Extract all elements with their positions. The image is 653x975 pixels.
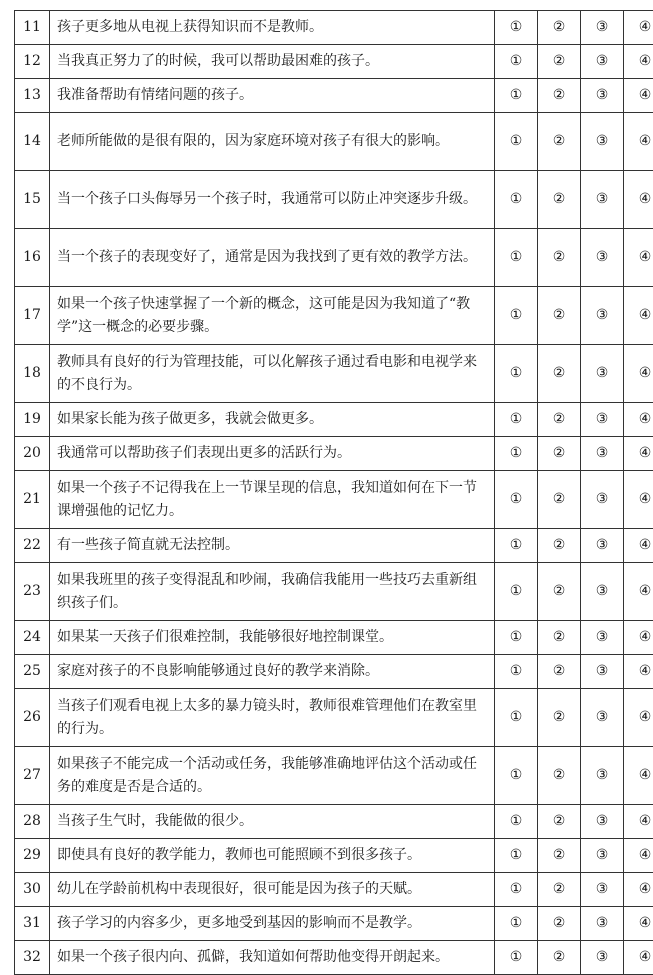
item-number: 30 (15, 873, 50, 907)
rating-option-2[interactable]: ② (538, 11, 581, 45)
rating-option-1[interactable]: ① (495, 345, 538, 403)
rating-option-1[interactable]: ① (495, 437, 538, 471)
rating-option-3[interactable]: ③ (581, 941, 624, 975)
rating-option-2[interactable]: ② (538, 287, 581, 345)
rating-option-2[interactable]: ② (538, 403, 581, 437)
table-row (15, 229, 653, 287)
rating-option-4[interactable]: ④ (624, 941, 653, 975)
rating-option-4[interactable]: ④ (624, 403, 653, 437)
rating-option-1[interactable]: ① (495, 621, 538, 655)
rating-option-4[interactable]: ④ (624, 907, 653, 941)
table-row (15, 747, 653, 805)
item-number: 26 (15, 689, 50, 747)
rating-option-1[interactable]: ① (495, 563, 538, 621)
rating-option-4[interactable]: ④ (624, 171, 653, 229)
table-row (15, 689, 653, 747)
item-statement: 如果一个孩子快速掌握了一个新的概念，这可能是因为我知道了“教学”这一概念的必要步骤。 (50, 287, 495, 345)
item-number: 17 (15, 287, 50, 345)
rating-option-3[interactable]: ③ (581, 437, 624, 471)
table-row (15, 403, 653, 437)
item-statement: 我准备帮助有情绪问题的孩子。 (50, 79, 495, 113)
item-number: 27 (15, 747, 50, 805)
rating-option-2[interactable]: ② (538, 345, 581, 403)
rating-option-2[interactable]: ② (538, 79, 581, 113)
rating-option-4[interactable]: ④ (624, 873, 653, 907)
item-statement: 当孩子生气时，我能做的很少。 (50, 805, 495, 839)
rating-option-1[interactable]: ① (495, 229, 538, 287)
table-row (15, 941, 653, 975)
item-statement: 即使具有良好的教学能力，教师也可能照顾不到很多孩子。 (50, 839, 495, 873)
item-statement: 当我真正努力了的时候，我可以帮助最困难的孩子。 (50, 45, 495, 79)
rating-option-3[interactable]: ③ (581, 655, 624, 689)
item-statement: 如果家长能为孩子做更多，我就会做更多。 (50, 403, 495, 437)
table-row (15, 437, 653, 471)
rating-option-1[interactable]: ① (495, 907, 538, 941)
table-row (15, 563, 653, 621)
rating-option-2[interactable]: ② (538, 529, 581, 563)
rating-option-4[interactable]: ④ (624, 229, 653, 287)
rating-option-4[interactable]: ④ (624, 805, 653, 839)
item-number: 12 (15, 45, 50, 79)
item-statement: 如果孩子不能完成一个活动或任务，我能够准确地评估这个活动或任务的难度是否是合适的。 (50, 747, 495, 805)
item-statement: 有一些孩子简直就无法控制。 (50, 529, 495, 563)
item-statement: 教师具有良好的行为管理技能，可以化解孩子通过看电影和电视学来的不良行为。 (50, 345, 495, 403)
item-number: 16 (15, 229, 50, 287)
rating-option-4[interactable]: ④ (624, 79, 653, 113)
item-statement: 家庭对孩子的不良影响能够通过良好的教学来消除。 (50, 655, 495, 689)
rating-option-1[interactable]: ① (495, 403, 538, 437)
rating-option-1[interactable]: ① (495, 655, 538, 689)
item-number: 14 (15, 113, 50, 171)
rating-option-3[interactable]: ③ (581, 563, 624, 621)
rating-option-3[interactable]: ③ (581, 621, 624, 655)
table-row (15, 113, 653, 171)
item-statement: 我通常可以帮助孩子们表现出更多的活跃行为。 (50, 437, 495, 471)
item-statement: 当一个孩子的表现变好了，通常是因为我找到了更有效的教学方法。 (50, 229, 495, 287)
rating-option-2[interactable]: ② (538, 437, 581, 471)
item-number: 24 (15, 621, 50, 655)
item-number: 32 (15, 941, 50, 975)
rating-option-2[interactable]: ② (538, 655, 581, 689)
rating-option-3[interactable]: ③ (581, 689, 624, 747)
rating-option-1[interactable]: ① (495, 529, 538, 563)
table-row (15, 471, 653, 529)
rating-option-1[interactable]: ① (495, 471, 538, 529)
rating-option-1[interactable]: ① (495, 113, 538, 171)
rating-option-1[interactable]: ① (495, 79, 538, 113)
rating-option-3[interactable]: ③ (581, 79, 624, 113)
table-row (15, 79, 653, 113)
rating-option-4[interactable]: ④ (624, 113, 653, 171)
table-row (15, 655, 653, 689)
item-number: 21 (15, 471, 50, 529)
table-row (15, 621, 653, 655)
item-number: 15 (15, 171, 50, 229)
item-statement: 如果一个孩子很内向、孤僻，我知道如何帮助他变得开朗起来。 (50, 941, 495, 975)
rating-option-3[interactable]: ③ (581, 529, 624, 563)
item-statement: 如果一个孩子不记得我在上一节课呈现的信息，我知道如何在下一节课增强他的记忆力。 (50, 471, 495, 529)
item-statement: 老师所能做的是很有限的，因为家庭环境对孩子有很大的影响。 (50, 113, 495, 171)
rating-option-2[interactable]: ② (538, 873, 581, 907)
rating-option-4[interactable]: ④ (624, 529, 653, 563)
survey-table (14, 10, 653, 975)
rating-option-3[interactable]: ③ (581, 113, 624, 171)
item-number: 29 (15, 839, 50, 873)
rating-option-2[interactable]: ② (538, 563, 581, 621)
item-statement: 当孩子们观看电视上太多的暴力镜头时，教师很难管理他们在教室里的行为。 (50, 689, 495, 747)
rating-option-3[interactable]: ③ (581, 907, 624, 941)
rating-option-4[interactable]: ④ (624, 655, 653, 689)
rating-option-2[interactable]: ② (538, 45, 581, 79)
rating-option-2[interactable]: ② (538, 907, 581, 941)
rating-option-1[interactable]: ① (495, 839, 538, 873)
item-number: 28 (15, 805, 50, 839)
rating-option-3[interactable]: ③ (581, 229, 624, 287)
rating-option-2[interactable]: ② (538, 747, 581, 805)
rating-option-1[interactable]: ① (495, 689, 538, 747)
item-number: 25 (15, 655, 50, 689)
table-row (15, 11, 653, 45)
item-number: 13 (15, 79, 50, 113)
rating-option-1[interactable]: ① (495, 11, 538, 45)
item-number: 11 (15, 11, 50, 45)
rating-option-3[interactable]: ③ (581, 171, 624, 229)
item-statement: 当一个孩子口头侮辱另一个孩子时，我通常可以防止冲突逐步升级。 (50, 171, 495, 229)
item-number: 23 (15, 563, 50, 621)
rating-option-4[interactable]: ④ (624, 689, 653, 747)
rating-option-2[interactable]: ② (538, 941, 581, 975)
item-number: 19 (15, 403, 50, 437)
rating-option-4[interactable]: ④ (624, 287, 653, 345)
rating-option-1[interactable]: ① (495, 171, 538, 229)
table-row (15, 45, 653, 79)
rating-option-3[interactable]: ③ (581, 11, 624, 45)
rating-option-2[interactable]: ② (538, 171, 581, 229)
rating-option-2[interactable]: ② (538, 689, 581, 747)
table-row (15, 805, 653, 839)
item-statement: 孩子更多地从电视上获得知识而不是教师。 (50, 11, 495, 45)
rating-option-2[interactable]: ② (538, 471, 581, 529)
rating-option-3[interactable]: ③ (581, 403, 624, 437)
rating-option-4[interactable]: ④ (624, 45, 653, 79)
item-number: 31 (15, 907, 50, 941)
rating-option-1[interactable]: ① (495, 941, 538, 975)
rating-option-4[interactable]: ④ (624, 621, 653, 655)
table-row (15, 529, 653, 563)
item-number: 18 (15, 345, 50, 403)
rating-option-3[interactable]: ③ (581, 45, 624, 79)
table-row (15, 839, 653, 873)
rating-option-1[interactable]: ① (495, 45, 538, 79)
rating-option-3[interactable]: ③ (581, 839, 624, 873)
table-row (15, 345, 653, 403)
item-statement: 幼儿在学龄前机构中表现很好，很可能是因为孩子的天赋。 (50, 873, 495, 907)
item-statement: 如果我班里的孩子变得混乱和吵闹，我确信我能用一些技巧去重新组织孩子们。 (50, 563, 495, 621)
rating-option-2[interactable]: ② (538, 229, 581, 287)
item-statement: 如果某一天孩子们很难控制，我能够很好地控制课堂。 (50, 621, 495, 655)
item-number: 20 (15, 437, 50, 471)
table-row (15, 873, 653, 907)
rating-option-4[interactable]: ④ (624, 747, 653, 805)
rating-option-3[interactable]: ③ (581, 471, 624, 529)
rating-option-3[interactable]: ③ (581, 287, 624, 345)
rating-option-1[interactable]: ① (495, 873, 538, 907)
rating-option-4[interactable]: ④ (624, 839, 653, 873)
table-row (15, 171, 653, 229)
item-number: 22 (15, 529, 50, 563)
table-row (15, 907, 653, 941)
rating-option-4[interactable]: ④ (624, 345, 653, 403)
item-statement: 孩子学习的内容多少，更多地受到基因的影响而不是教学。 (50, 907, 495, 941)
rating-option-3[interactable]: ③ (581, 805, 624, 839)
rating-option-1[interactable]: ① (495, 747, 538, 805)
rating-option-3[interactable]: ③ (581, 345, 624, 403)
rating-option-2[interactable]: ② (538, 839, 581, 873)
rating-option-2[interactable]: ② (538, 621, 581, 655)
rating-option-1[interactable]: ① (495, 805, 538, 839)
rating-option-4[interactable]: ④ (624, 437, 653, 471)
rating-option-2[interactable]: ② (538, 113, 581, 171)
rating-option-4[interactable]: ④ (624, 563, 653, 621)
rating-option-3[interactable]: ③ (581, 747, 624, 805)
rating-option-4[interactable]: ④ (624, 471, 653, 529)
rating-option-2[interactable]: ② (538, 805, 581, 839)
table-row (15, 287, 653, 345)
rating-option-3[interactable]: ③ (581, 873, 624, 907)
rating-option-1[interactable]: ① (495, 287, 538, 345)
survey-table-body (15, 11, 653, 975)
rating-option-4[interactable]: ④ (624, 11, 653, 45)
